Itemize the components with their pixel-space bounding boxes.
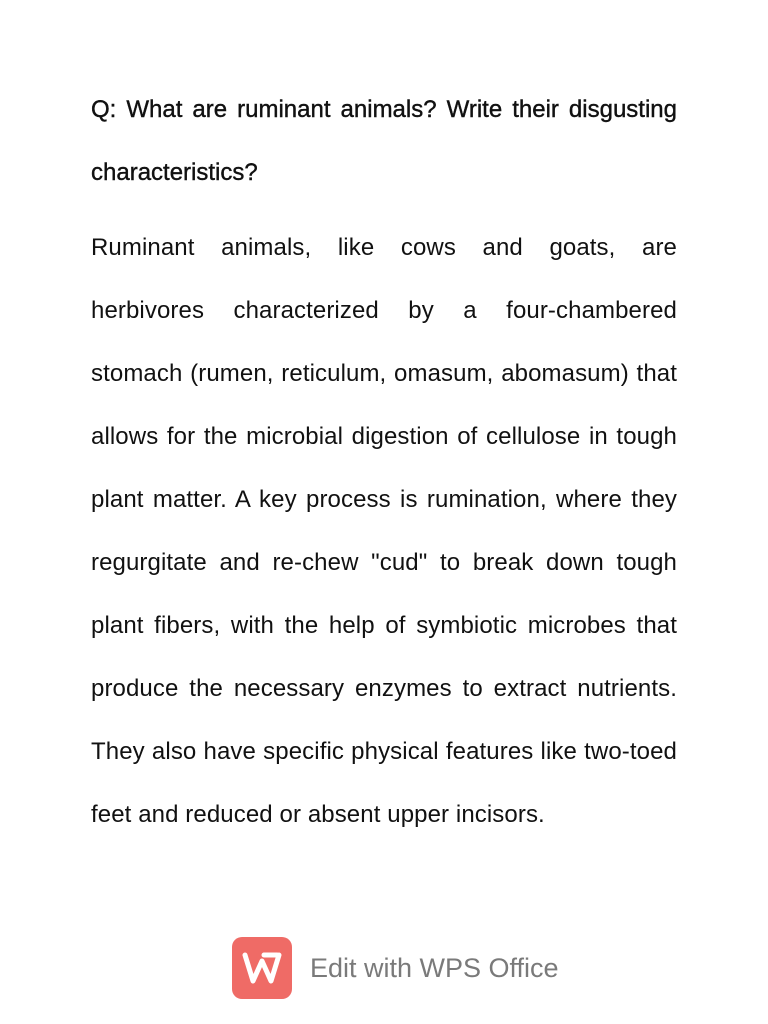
document-page [91, 78, 677, 846]
wps-office-logo-icon [232, 937, 292, 999]
edit-with-wps-button[interactable] [232, 936, 559, 1000]
question-heading: Q: What are ruminant animals? Write their disgusting characteristics? [91, 96, 677, 186]
answer-paragraph: Ruminant animals, like cows and goats, are herbivores characterized by a four-chambered stomach (rumen, reticulum, omasum, abomasum) that allows for the microbial digestion of cellulose in tough plant matter. A key process is rumination, where they regurgitate and re-chew "cud" to break down tough plant fibers, with the help of symbiotic microbes that produce the necessary enzymes to extract nutrients. They also have specific physical features like two-toed feet and reduced or absent upper incisors. [91, 234, 677, 828]
edit-with-wps-label: Edit with WPS Office [310, 952, 559, 983]
